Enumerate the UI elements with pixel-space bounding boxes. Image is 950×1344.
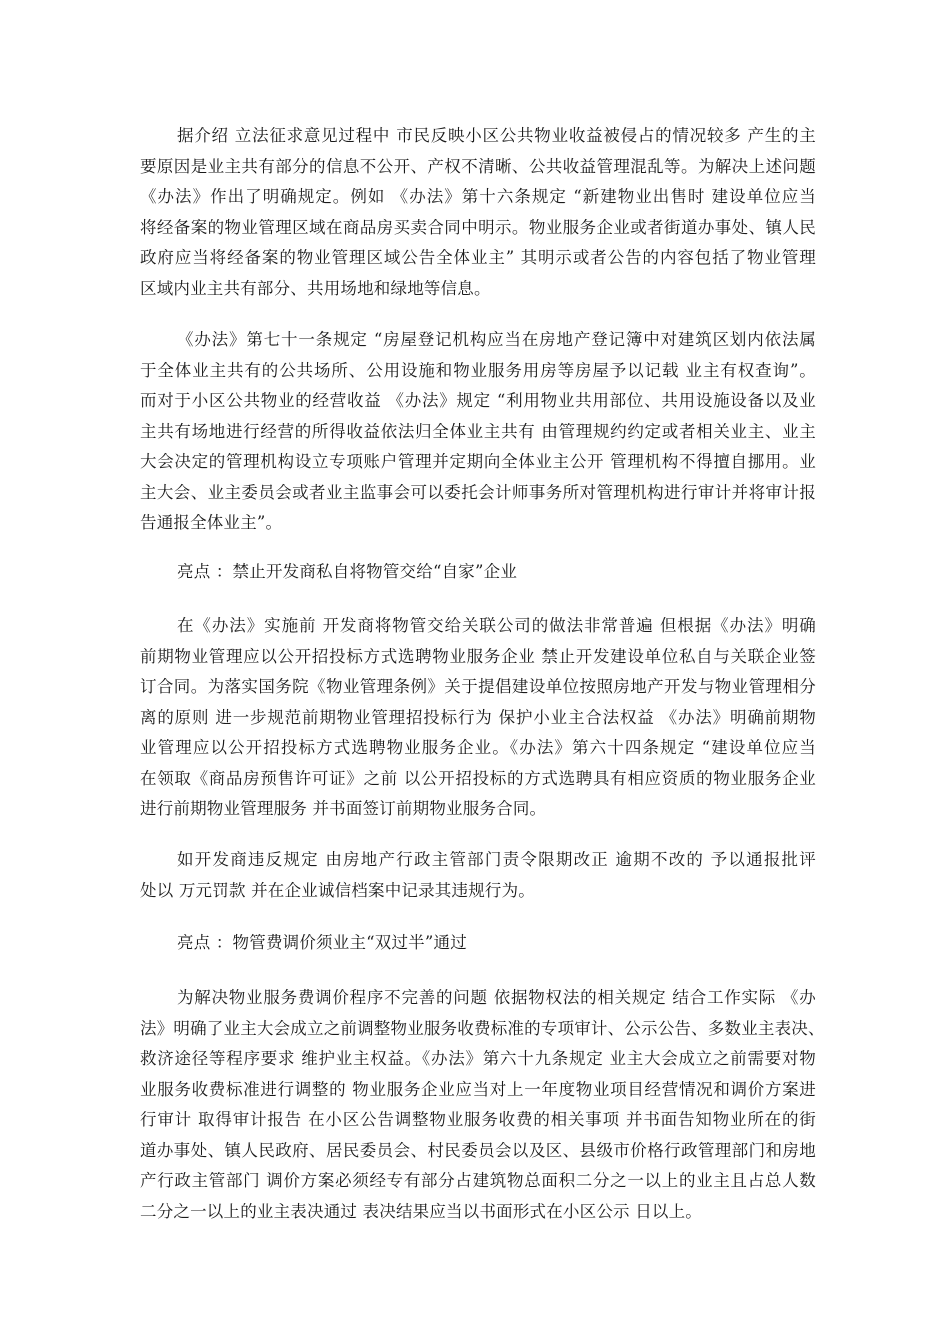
text-line: 进行前期物业管理服务 并书面签订前期物业服务合同。 bbox=[140, 799, 547, 818]
text-line: 救济途径等程序要求 维护业主权益。《办法》第六十九条规定 业主大会成立之前需要对物 bbox=[140, 1049, 816, 1068]
text-line: 告通报全体业主”。 bbox=[140, 513, 283, 532]
paragraph-intro bbox=[140, 121, 816, 304]
text-line: 业服务收费标准进行调整的 物业服务企业应当对上一年度物业项目经营情况和调价方案进 bbox=[140, 1079, 816, 1099]
text-line: 将经备案的物业管理区域在商品房买卖合同中明示。物业服务企业或者街道办事处、镇人民 bbox=[140, 217, 816, 237]
section-heading-highlight-developer bbox=[140, 557, 816, 588]
text-line: 在领取《商品房预售许可证》之前 以公开招投标的方式选聘具有相应资质的物业服务企业 bbox=[140, 768, 816, 788]
paragraph-fee-adjustment bbox=[140, 983, 825, 1227]
text-line: 法》明确了业主大会成立之前调整物业服务收费标准的专项审计、公示公告、多数业主表决、 bbox=[140, 1018, 825, 1038]
text-line: 《办法》第七十一条规定 “房屋登记机构应当在房地产登记簿中对建筑区划内依法属 bbox=[177, 330, 816, 349]
text-line: 行审计 取得审计报告 在小区公告调整物业服务收费的相关事项 并书面告知物业所在的街 bbox=[140, 1110, 816, 1129]
text-line: 大会决定的管理机构设立专项账户管理并定期向全体业主公开 管理机构不得擅自挪用。业 bbox=[140, 452, 816, 471]
heading-line: 亮点 ：物管费调价须业主“双过半”通过 bbox=[177, 933, 467, 952]
text-line: 政府应当将经备案的物业管理区域公告全体业主” 其明示或者公告的内容包括了物业管理 bbox=[140, 248, 816, 267]
text-line: 处以 万元罚款 并在企业诚信档案中记录其违规行为。 bbox=[140, 880, 535, 900]
text-line: 订合同。为落实国务院《物业管理条例》关于提倡建设单位按照房地产开发与物业管理相分 bbox=[140, 677, 816, 696]
text-line: 二分之一以上的业主表决通过 表决结果应当以书面形式在小区公示 日以上。 bbox=[140, 1201, 702, 1221]
text-line: 在《办法》实施前 开发商将物管交给关联公司的做法非常普遍 但根据《办法》明确 bbox=[177, 616, 816, 635]
text-line: 据介绍 立法征求意见过程中 市民反映小区公共物业收益被侵占的情况较多 产生的主 bbox=[177, 126, 816, 145]
heading-line: 亮点 ：禁止开发商私自将物管交给“自家”企业 bbox=[177, 562, 518, 581]
text-line: 业管理应以公开招投标方式选聘物业服务企业。《办法》第六十四条规定 “建设单位应当 bbox=[140, 738, 816, 757]
paragraph-tendering bbox=[140, 611, 816, 825]
section-heading-highlight-fee bbox=[140, 928, 816, 959]
paragraph-penalty bbox=[140, 845, 816, 906]
text-line: 于全体业主共有的公共场所、公用设施和物业服务用房等房屋予以记载 业主有权查询”。 bbox=[140, 360, 816, 380]
text-line: 离的原则 进一步规范前期物业管理招投标行为 保护小业主合法权益 《办法》明确前期物 bbox=[140, 707, 816, 727]
text-line: 道办事处、镇人民政府、居民委员会、村民委员会以及区、县级市价格行政管理部门和房地 bbox=[140, 1140, 816, 1160]
text-line: 要原因是业主共有部分的信息不公开、产权不清晰、公共收益管理混乱等。为解决上述问题 bbox=[140, 156, 816, 176]
text-line: 产行政主管部门 调价方案必须经专有部分占建筑物总面积二分之一以上的业主且占总人数 bbox=[140, 1171, 816, 1190]
text-line: 而对于小区公共物业的经营收益 《办法》规定 “利用物业共用部位、共用设施设备以及业 bbox=[140, 391, 816, 410]
text-line: 前期物业管理应以公开招投标方式选聘物业服务企业 禁止开发建设单位私自与关联企业签 bbox=[140, 646, 816, 666]
text-line: 主共有场地进行经营的所得收益依法归全体业主共有 由管理规约约定或者相关业主、业主 bbox=[140, 421, 816, 441]
text-line: 主大会、业主委员会或者业主监事会可以委托会计师事务所对管理机构进行审计并将审计报 bbox=[140, 482, 816, 502]
text-line: 为解决物业服务费调价程序不完善的问题 依据物权法的相关规定 结合工作实际 《办 bbox=[177, 988, 816, 1007]
text-line: 区域内业主共有部分、共用场地和绿地等信息。 bbox=[140, 278, 491, 298]
text-line: 《办法》作出了明确规定。例如 《办法》第十六条规定 “新建物业出售时 建设单位应当 bbox=[140, 187, 816, 206]
paragraph-article-71 bbox=[140, 325, 816, 539]
text-line: 如开发商违反规定 由房地产行政主管部门责令限期改正 逾期不改的 予以通报批评 bbox=[177, 850, 816, 869]
